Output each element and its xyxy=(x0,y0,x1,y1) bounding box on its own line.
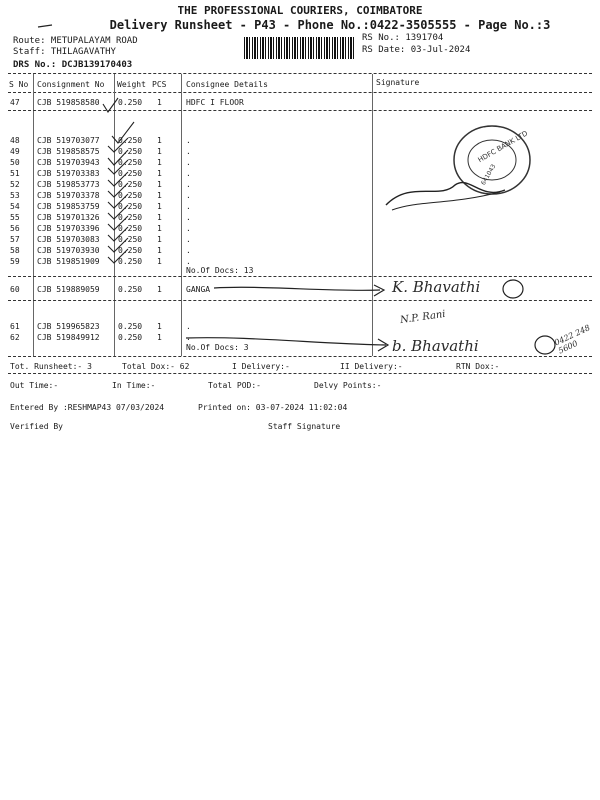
entered-by: Entered By :RESHMAP43 07/03/2024 xyxy=(10,403,165,412)
bank-stamp xyxy=(454,126,530,194)
row-weight: 0.250 xyxy=(118,202,143,211)
staff-signature-label: Staff Signature xyxy=(268,422,341,431)
handwritten-note: N.P. Rani xyxy=(399,308,447,327)
row-pcs: 1 xyxy=(157,180,162,189)
row-consignment: CJB 519701326 xyxy=(37,213,100,222)
row-consignment: CJB 519858575 xyxy=(37,147,100,156)
row-pcs: 1 xyxy=(157,285,162,294)
total-dox: Total Dox:- 62 xyxy=(122,362,190,371)
handwritten-signature: b. Bhavathi xyxy=(392,337,479,355)
column-separator xyxy=(33,74,34,356)
row-weight: 0.250 xyxy=(118,285,143,294)
divider xyxy=(8,276,592,277)
verified-by: Verified By xyxy=(10,422,63,431)
row-consignment: CJB 519849912 xyxy=(37,333,100,342)
row-details: . xyxy=(186,191,191,200)
svg-text:HDFC BANK LTD: HDFC BANK LTD xyxy=(476,129,530,165)
row-consignment: CJB 519703083 xyxy=(37,235,100,244)
col-pcs-header: PCS xyxy=(152,80,167,89)
row-consignment: CJB 519851909 xyxy=(37,257,100,266)
row-consignment: CJB 519703383 xyxy=(37,169,100,178)
row-sno: 53 xyxy=(10,191,20,200)
row-pcs: 1 xyxy=(157,158,162,167)
row-pcs: 1 xyxy=(157,147,162,156)
ii-delivery: II Delivery:- xyxy=(340,362,403,371)
docs-count: No.Of Docs: 3 xyxy=(186,343,249,352)
row-details: . xyxy=(186,158,191,167)
row-consignment: CJB 519965823 xyxy=(37,322,100,331)
row-consignment: CJB 519703930 xyxy=(37,246,100,255)
row-consignment: CJB 519853759 xyxy=(37,202,100,211)
divider xyxy=(8,92,592,93)
row-details: . xyxy=(186,322,191,331)
row-pcs: 1 xyxy=(157,322,162,331)
row-consignment: CJB 519858580 xyxy=(37,98,100,107)
row-weight: 0.250 xyxy=(118,213,143,222)
handwritten-phone: 0422 248 5600 xyxy=(553,323,592,356)
row-pcs: 1 xyxy=(157,333,162,342)
col-sno-header: S No xyxy=(9,80,29,89)
col-details-header: Consignee Details xyxy=(186,80,268,89)
row-consignment: CJB 519853773 xyxy=(37,180,100,189)
row-sno: 56 xyxy=(10,224,20,233)
row-sno: 58 xyxy=(10,246,20,255)
in-time: In Time:- xyxy=(112,381,156,390)
row-sno: 47 xyxy=(10,98,20,107)
row-details: . xyxy=(186,257,191,266)
row-details: . xyxy=(186,224,191,233)
row-weight: 0.250 xyxy=(118,257,143,266)
column-separator xyxy=(372,74,373,356)
row-sno: 51 xyxy=(10,169,20,178)
col-weight-header: Weight xyxy=(117,80,146,89)
row-sno: 48 xyxy=(10,136,20,145)
row-pcs: 1 xyxy=(157,98,162,107)
row-details: . xyxy=(186,147,191,156)
total-pod: Total POD:- xyxy=(208,381,261,390)
row-pcs: 1 xyxy=(157,224,162,233)
row-details: . xyxy=(186,136,191,145)
docs-count: No.Of Docs: 13 xyxy=(186,266,254,275)
row-details: GANGA xyxy=(186,285,211,294)
divider xyxy=(8,300,592,301)
row-details: . xyxy=(186,169,191,178)
row-weight: 0.250 xyxy=(118,98,143,107)
column-separator xyxy=(114,74,115,356)
row-sno: 60 xyxy=(10,285,20,294)
row-details: . xyxy=(186,202,191,211)
tot-runsheet: Tot. Runsheet:- 3 xyxy=(10,362,92,371)
row-sno: 50 xyxy=(10,158,20,167)
divider xyxy=(8,356,592,357)
rtn-dox: RTN Dox:- xyxy=(456,362,500,371)
row-weight: 0.250 xyxy=(118,191,143,200)
row-details: . xyxy=(186,180,191,189)
handwritten-signature: K. Bhavathi xyxy=(392,278,481,296)
row-pcs: 1 xyxy=(157,191,162,200)
row-weight: 0.250 xyxy=(118,333,143,342)
rs-date: RS Date: 03-Jul-2024 xyxy=(362,45,471,55)
col-signature-header: Signature xyxy=(376,78,420,87)
row-details: . xyxy=(186,235,191,244)
row-pcs: 1 xyxy=(157,136,162,145)
divider xyxy=(8,73,592,74)
row-consignment: CJB 519703077 xyxy=(37,136,100,145)
row-sno: 57 xyxy=(10,235,20,244)
row-sno: 52 xyxy=(10,180,20,189)
row-pcs: 1 xyxy=(157,246,162,255)
row-pcs: 1 xyxy=(157,169,162,178)
row-weight: 0.250 xyxy=(118,158,143,167)
row-details: . xyxy=(186,333,191,342)
row-sno: 55 xyxy=(10,213,20,222)
barcode xyxy=(244,37,356,59)
row-consignment: CJB 519889059 xyxy=(37,285,100,294)
row-weight: 0.250 xyxy=(118,322,143,331)
printed-on: Printed on: 03-07-2024 11:02:04 xyxy=(198,403,348,412)
row-pcs: 1 xyxy=(157,235,162,244)
rs-number: RS No.: 1391704 xyxy=(362,33,444,43)
row-consignment: CJB 519703396 xyxy=(37,224,100,233)
staff-label: Staff: THILAGAVATHY xyxy=(13,47,116,57)
row-weight: 0.250 xyxy=(118,147,143,156)
row-sno: 59 xyxy=(10,257,20,266)
row-sno: 62 xyxy=(10,333,20,342)
row-pcs: 1 xyxy=(157,213,162,222)
row-pcs: 1 xyxy=(157,202,162,211)
company-name: THE PROFESSIONAL COURIERS, COIMBATORE xyxy=(177,4,423,17)
divider xyxy=(8,110,592,111)
row-consignment: CJB 519703378 xyxy=(37,191,100,200)
row-sno: 54 xyxy=(10,202,20,211)
i-delivery: I Delivery:- xyxy=(232,362,290,371)
divider xyxy=(8,373,592,374)
route-label: Route: METUPALAYAM ROAD xyxy=(13,36,138,46)
col-consignment-header: Consignment No xyxy=(37,80,105,89)
column-separator xyxy=(181,74,182,356)
row-details: . xyxy=(186,246,191,255)
row-weight: 0.250 xyxy=(118,136,143,145)
svg-text:641043: 641043 xyxy=(479,163,498,187)
delvy-points: Delvy Points:- xyxy=(314,381,382,390)
row-weight: 0.250 xyxy=(118,169,143,178)
row-pcs: 1 xyxy=(157,257,162,266)
drs-number: DRS No.: DCJB139170403 xyxy=(13,60,133,70)
row-weight: 0.250 xyxy=(118,224,143,233)
row-sno: 49 xyxy=(10,147,20,156)
out-time: Out Time:- xyxy=(10,381,59,390)
row-details: HDFC I FLOOR xyxy=(186,98,244,107)
row-weight: 0.250 xyxy=(118,246,143,255)
runsheet-title: Delivery Runsheet - P43 - Phone No.:0422-3505555 - Page No.:3 xyxy=(109,18,551,32)
row-consignment: CJB 519703943 xyxy=(37,158,100,167)
row-sno: 61 xyxy=(10,322,20,331)
row-details: . xyxy=(186,213,191,222)
row-weight: 0.250 xyxy=(118,180,143,189)
row-weight: 0.250 xyxy=(118,235,143,244)
